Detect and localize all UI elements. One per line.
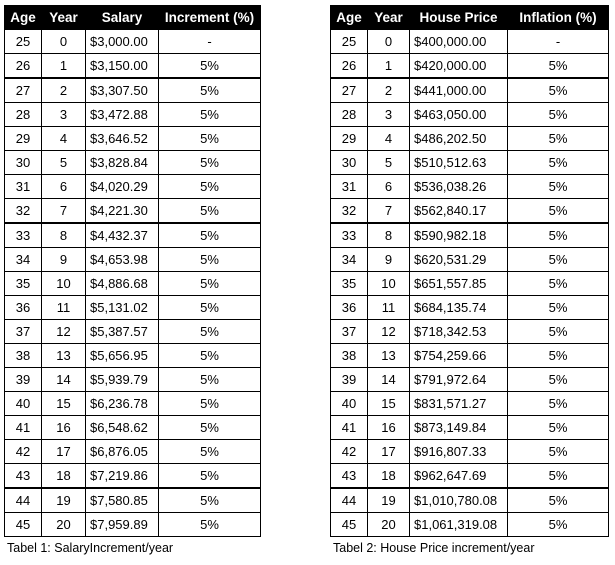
age-cell: 27 — [331, 78, 368, 103]
table-row — [5, 488, 261, 513]
age-cell: 43 — [331, 464, 368, 489]
percent-cell: 5% — [508, 199, 609, 224]
age-cell: 33 — [5, 223, 42, 248]
amount-cell: $6,876.05 — [86, 440, 159, 464]
age-cell: 37 — [331, 320, 368, 344]
year-cell: 7 — [368, 199, 410, 224]
amount-cell: $962,647.69 — [410, 464, 508, 489]
year-cell: 10 — [42, 272, 86, 296]
year-cell: 12 — [42, 320, 86, 344]
amount-cell: $3,150.00 — [86, 54, 159, 79]
year-cell: 5 — [368, 151, 410, 175]
table-row — [331, 175, 609, 199]
year-cell: 5 — [42, 151, 86, 175]
column-header-year: Year — [42, 6, 86, 30]
table-row — [5, 392, 261, 416]
table-row — [331, 223, 609, 248]
percent-cell: 5% — [159, 54, 261, 79]
age-cell: 45 — [5, 513, 42, 537]
house-price-table-container — [330, 5, 609, 537]
amount-cell: $6,236.78 — [86, 392, 159, 416]
year-cell: 1 — [42, 54, 86, 79]
year-cell: 14 — [42, 368, 86, 392]
year-cell: 17 — [42, 440, 86, 464]
house-price-table-caption: Tabel 2: House Price increment/year — [333, 541, 535, 555]
table-header-row — [5, 6, 261, 30]
percent-cell: 5% — [508, 344, 609, 368]
table-row — [331, 440, 609, 464]
table-row — [331, 199, 609, 224]
amount-cell: $536,038.26 — [410, 175, 508, 199]
age-cell: 31 — [5, 175, 42, 199]
year-cell: 17 — [368, 440, 410, 464]
year-cell: 0 — [368, 30, 410, 54]
year-cell: 8 — [42, 223, 86, 248]
table-row — [331, 320, 609, 344]
amount-cell: $4,020.29 — [86, 175, 159, 199]
amount-cell: $791,972.64 — [410, 368, 508, 392]
age-cell: 42 — [5, 440, 42, 464]
table-row — [5, 464, 261, 489]
percent-cell: 5% — [508, 151, 609, 175]
table-row — [5, 272, 261, 296]
table-row — [5, 78, 261, 103]
percent-cell: 5% — [508, 440, 609, 464]
age-cell: 34 — [5, 248, 42, 272]
year-cell: 15 — [368, 392, 410, 416]
table-row — [331, 78, 609, 103]
age-cell: 37 — [5, 320, 42, 344]
table-row — [5, 223, 261, 248]
table-row — [5, 416, 261, 440]
house-price-table — [330, 5, 609, 537]
table-row — [331, 54, 609, 79]
age-cell: 32 — [331, 199, 368, 224]
age-cell: 35 — [5, 272, 42, 296]
table-row — [331, 248, 609, 272]
percent-cell: 5% — [508, 296, 609, 320]
percent-cell: 5% — [159, 344, 261, 368]
age-cell: 45 — [331, 513, 368, 537]
table-row — [5, 368, 261, 392]
amount-cell: $562,840.17 — [410, 199, 508, 224]
percent-cell: 5% — [508, 464, 609, 489]
percent-cell: - — [508, 30, 609, 54]
amount-cell: $7,959.89 — [86, 513, 159, 537]
percent-cell: 5% — [159, 175, 261, 199]
age-cell: 41 — [331, 416, 368, 440]
year-cell: 12 — [368, 320, 410, 344]
amount-cell: $3,000.00 — [86, 30, 159, 54]
age-cell: 29 — [331, 127, 368, 151]
percent-cell: 5% — [159, 488, 261, 513]
percent-cell: 5% — [508, 175, 609, 199]
year-cell: 6 — [368, 175, 410, 199]
amount-cell: $4,886.68 — [86, 272, 159, 296]
table-row — [331, 127, 609, 151]
year-cell: 14 — [368, 368, 410, 392]
year-cell: 19 — [42, 488, 86, 513]
percent-cell: 5% — [508, 78, 609, 103]
table-row — [331, 464, 609, 489]
age-cell: 33 — [331, 223, 368, 248]
table-row — [331, 272, 609, 296]
table-row — [331, 392, 609, 416]
age-cell: 39 — [5, 368, 42, 392]
year-cell: 3 — [42, 103, 86, 127]
table-row — [5, 127, 261, 151]
age-cell: 43 — [5, 464, 42, 489]
amount-cell: $3,307.50 — [86, 78, 159, 103]
age-cell: 38 — [5, 344, 42, 368]
year-cell: 18 — [368, 464, 410, 489]
age-cell: 26 — [331, 54, 368, 79]
year-cell: 2 — [368, 78, 410, 103]
year-cell: 13 — [368, 344, 410, 368]
percent-cell: 5% — [159, 513, 261, 537]
age-cell: 28 — [5, 103, 42, 127]
table-row — [5, 30, 261, 54]
age-cell: 39 — [331, 368, 368, 392]
age-cell: 31 — [331, 175, 368, 199]
amount-cell: $3,472.88 — [86, 103, 159, 127]
amount-cell: $590,982.18 — [410, 223, 508, 248]
amount-cell: $684,135.74 — [410, 296, 508, 320]
percent-cell: 5% — [508, 127, 609, 151]
amount-cell: $486,202.50 — [410, 127, 508, 151]
age-cell: 27 — [5, 78, 42, 103]
table-row — [5, 248, 261, 272]
amount-cell: $873,149.84 — [410, 416, 508, 440]
year-cell: 3 — [368, 103, 410, 127]
percent-cell: 5% — [508, 248, 609, 272]
year-cell: 11 — [368, 296, 410, 320]
table-row — [331, 103, 609, 127]
amount-cell: $651,557.85 — [410, 272, 508, 296]
amount-cell: $5,656.95 — [86, 344, 159, 368]
amount-cell: $4,653.98 — [86, 248, 159, 272]
percent-cell: 5% — [159, 392, 261, 416]
year-cell: 6 — [42, 175, 86, 199]
table-row — [5, 175, 261, 199]
amount-cell: $6,548.62 — [86, 416, 159, 440]
percent-cell: 5% — [508, 272, 609, 296]
age-cell: 38 — [331, 344, 368, 368]
year-cell: 4 — [42, 127, 86, 151]
percent-cell: 5% — [508, 368, 609, 392]
percent-cell: 5% — [508, 392, 609, 416]
amount-cell: $5,131.02 — [86, 296, 159, 320]
amount-cell: $5,939.79 — [86, 368, 159, 392]
year-cell: 10 — [368, 272, 410, 296]
year-cell: 2 — [42, 78, 86, 103]
age-cell: 44 — [5, 488, 42, 513]
year-cell: 11 — [42, 296, 86, 320]
amount-cell: $420,000.00 — [410, 54, 508, 79]
year-cell: 7 — [42, 199, 86, 224]
percent-cell: 5% — [159, 272, 261, 296]
year-cell: 8 — [368, 223, 410, 248]
year-cell: 9 — [42, 248, 86, 272]
age-cell: 28 — [331, 103, 368, 127]
amount-cell: $7,580.85 — [86, 488, 159, 513]
table-row — [5, 344, 261, 368]
amount-cell: $3,646.52 — [86, 127, 159, 151]
age-cell: 36 — [5, 296, 42, 320]
age-cell: 26 — [5, 54, 42, 79]
table-row — [5, 513, 261, 537]
year-cell: 19 — [368, 488, 410, 513]
amount-cell: $7,219.86 — [86, 464, 159, 489]
amount-cell: $3,828.84 — [86, 151, 159, 175]
age-cell: 32 — [5, 199, 42, 224]
percent-cell: 5% — [508, 103, 609, 127]
amount-cell: $754,259.66 — [410, 344, 508, 368]
percent-cell: 5% — [159, 127, 261, 151]
amount-cell: $1,010,780.08 — [410, 488, 508, 513]
table-row — [331, 30, 609, 54]
amount-cell: $620,531.29 — [410, 248, 508, 272]
age-cell: 36 — [331, 296, 368, 320]
table-header-row — [331, 6, 609, 30]
amount-cell: $831,571.27 — [410, 392, 508, 416]
salary-table-caption: Tabel 1: SalaryIncrement/year — [7, 541, 174, 555]
amount-cell: $4,221.30 — [86, 199, 159, 224]
year-cell: 0 — [42, 30, 86, 54]
table-row — [331, 513, 609, 537]
year-cell: 13 — [42, 344, 86, 368]
year-cell: 20 — [42, 513, 86, 537]
table-row — [5, 199, 261, 224]
table-row — [5, 151, 261, 175]
age-cell: 41 — [5, 416, 42, 440]
amount-cell: $1,061,319.08 — [410, 513, 508, 537]
percent-cell: 5% — [159, 248, 261, 272]
percent-cell: - — [159, 30, 261, 54]
percent-cell: 5% — [159, 464, 261, 489]
age-cell: 40 — [331, 392, 368, 416]
salary-table — [4, 5, 261, 537]
amount-cell: $463,050.00 — [410, 103, 508, 127]
column-header-year: Year — [368, 6, 410, 30]
year-cell: 9 — [368, 248, 410, 272]
age-cell: 40 — [5, 392, 42, 416]
salary-table-container — [4, 5, 261, 537]
year-cell: 15 — [42, 392, 86, 416]
table-row — [331, 416, 609, 440]
amount-cell: $4,432.37 — [86, 223, 159, 248]
column-header-increment: Increment (%) — [159, 6, 261, 30]
age-cell: 29 — [5, 127, 42, 151]
amount-cell: $5,387.57 — [86, 320, 159, 344]
age-cell: 30 — [331, 151, 368, 175]
percent-cell: 5% — [159, 440, 261, 464]
amount-cell: $441,000.00 — [410, 78, 508, 103]
age-cell: 25 — [5, 30, 42, 54]
year-cell: 20 — [368, 513, 410, 537]
year-cell: 4 — [368, 127, 410, 151]
column-header-age: Age — [331, 6, 368, 30]
age-cell: 30 — [5, 151, 42, 175]
percent-cell: 5% — [159, 416, 261, 440]
table-row — [5, 296, 261, 320]
percent-cell: 5% — [508, 513, 609, 537]
percent-cell: 5% — [508, 223, 609, 248]
table-row — [331, 344, 609, 368]
age-cell: 42 — [331, 440, 368, 464]
table-row — [331, 151, 609, 175]
column-header-inflation: Inflation (%) — [508, 6, 609, 30]
table-row — [331, 368, 609, 392]
amount-cell: $400,000.00 — [410, 30, 508, 54]
table-row — [331, 296, 609, 320]
column-header-house-price: House Price — [410, 6, 508, 30]
amount-cell: $718,342.53 — [410, 320, 508, 344]
percent-cell: 5% — [159, 199, 261, 224]
percent-cell: 5% — [508, 416, 609, 440]
table-row — [331, 488, 609, 513]
age-cell: 34 — [331, 248, 368, 272]
percent-cell: 5% — [159, 78, 261, 103]
percent-cell: 5% — [508, 54, 609, 79]
year-cell: 1 — [368, 54, 410, 79]
age-cell: 35 — [331, 272, 368, 296]
percent-cell: 5% — [159, 296, 261, 320]
age-cell: 25 — [331, 30, 368, 54]
year-cell: 16 — [42, 416, 86, 440]
amount-cell: $916,807.33 — [410, 440, 508, 464]
column-header-salary: Salary — [86, 6, 159, 30]
age-cell: 44 — [331, 488, 368, 513]
table-row — [5, 103, 261, 127]
amount-cell: $510,512.63 — [410, 151, 508, 175]
percent-cell: 5% — [159, 368, 261, 392]
column-header-age: Age — [5, 6, 42, 30]
table-row — [5, 54, 261, 79]
percent-cell: 5% — [508, 488, 609, 513]
percent-cell: 5% — [159, 223, 261, 248]
year-cell: 18 — [42, 464, 86, 489]
percent-cell: 5% — [159, 103, 261, 127]
percent-cell: 5% — [508, 320, 609, 344]
table-row — [5, 440, 261, 464]
percent-cell: 5% — [159, 151, 261, 175]
year-cell: 16 — [368, 416, 410, 440]
table-row — [5, 320, 261, 344]
percent-cell: 5% — [159, 320, 261, 344]
